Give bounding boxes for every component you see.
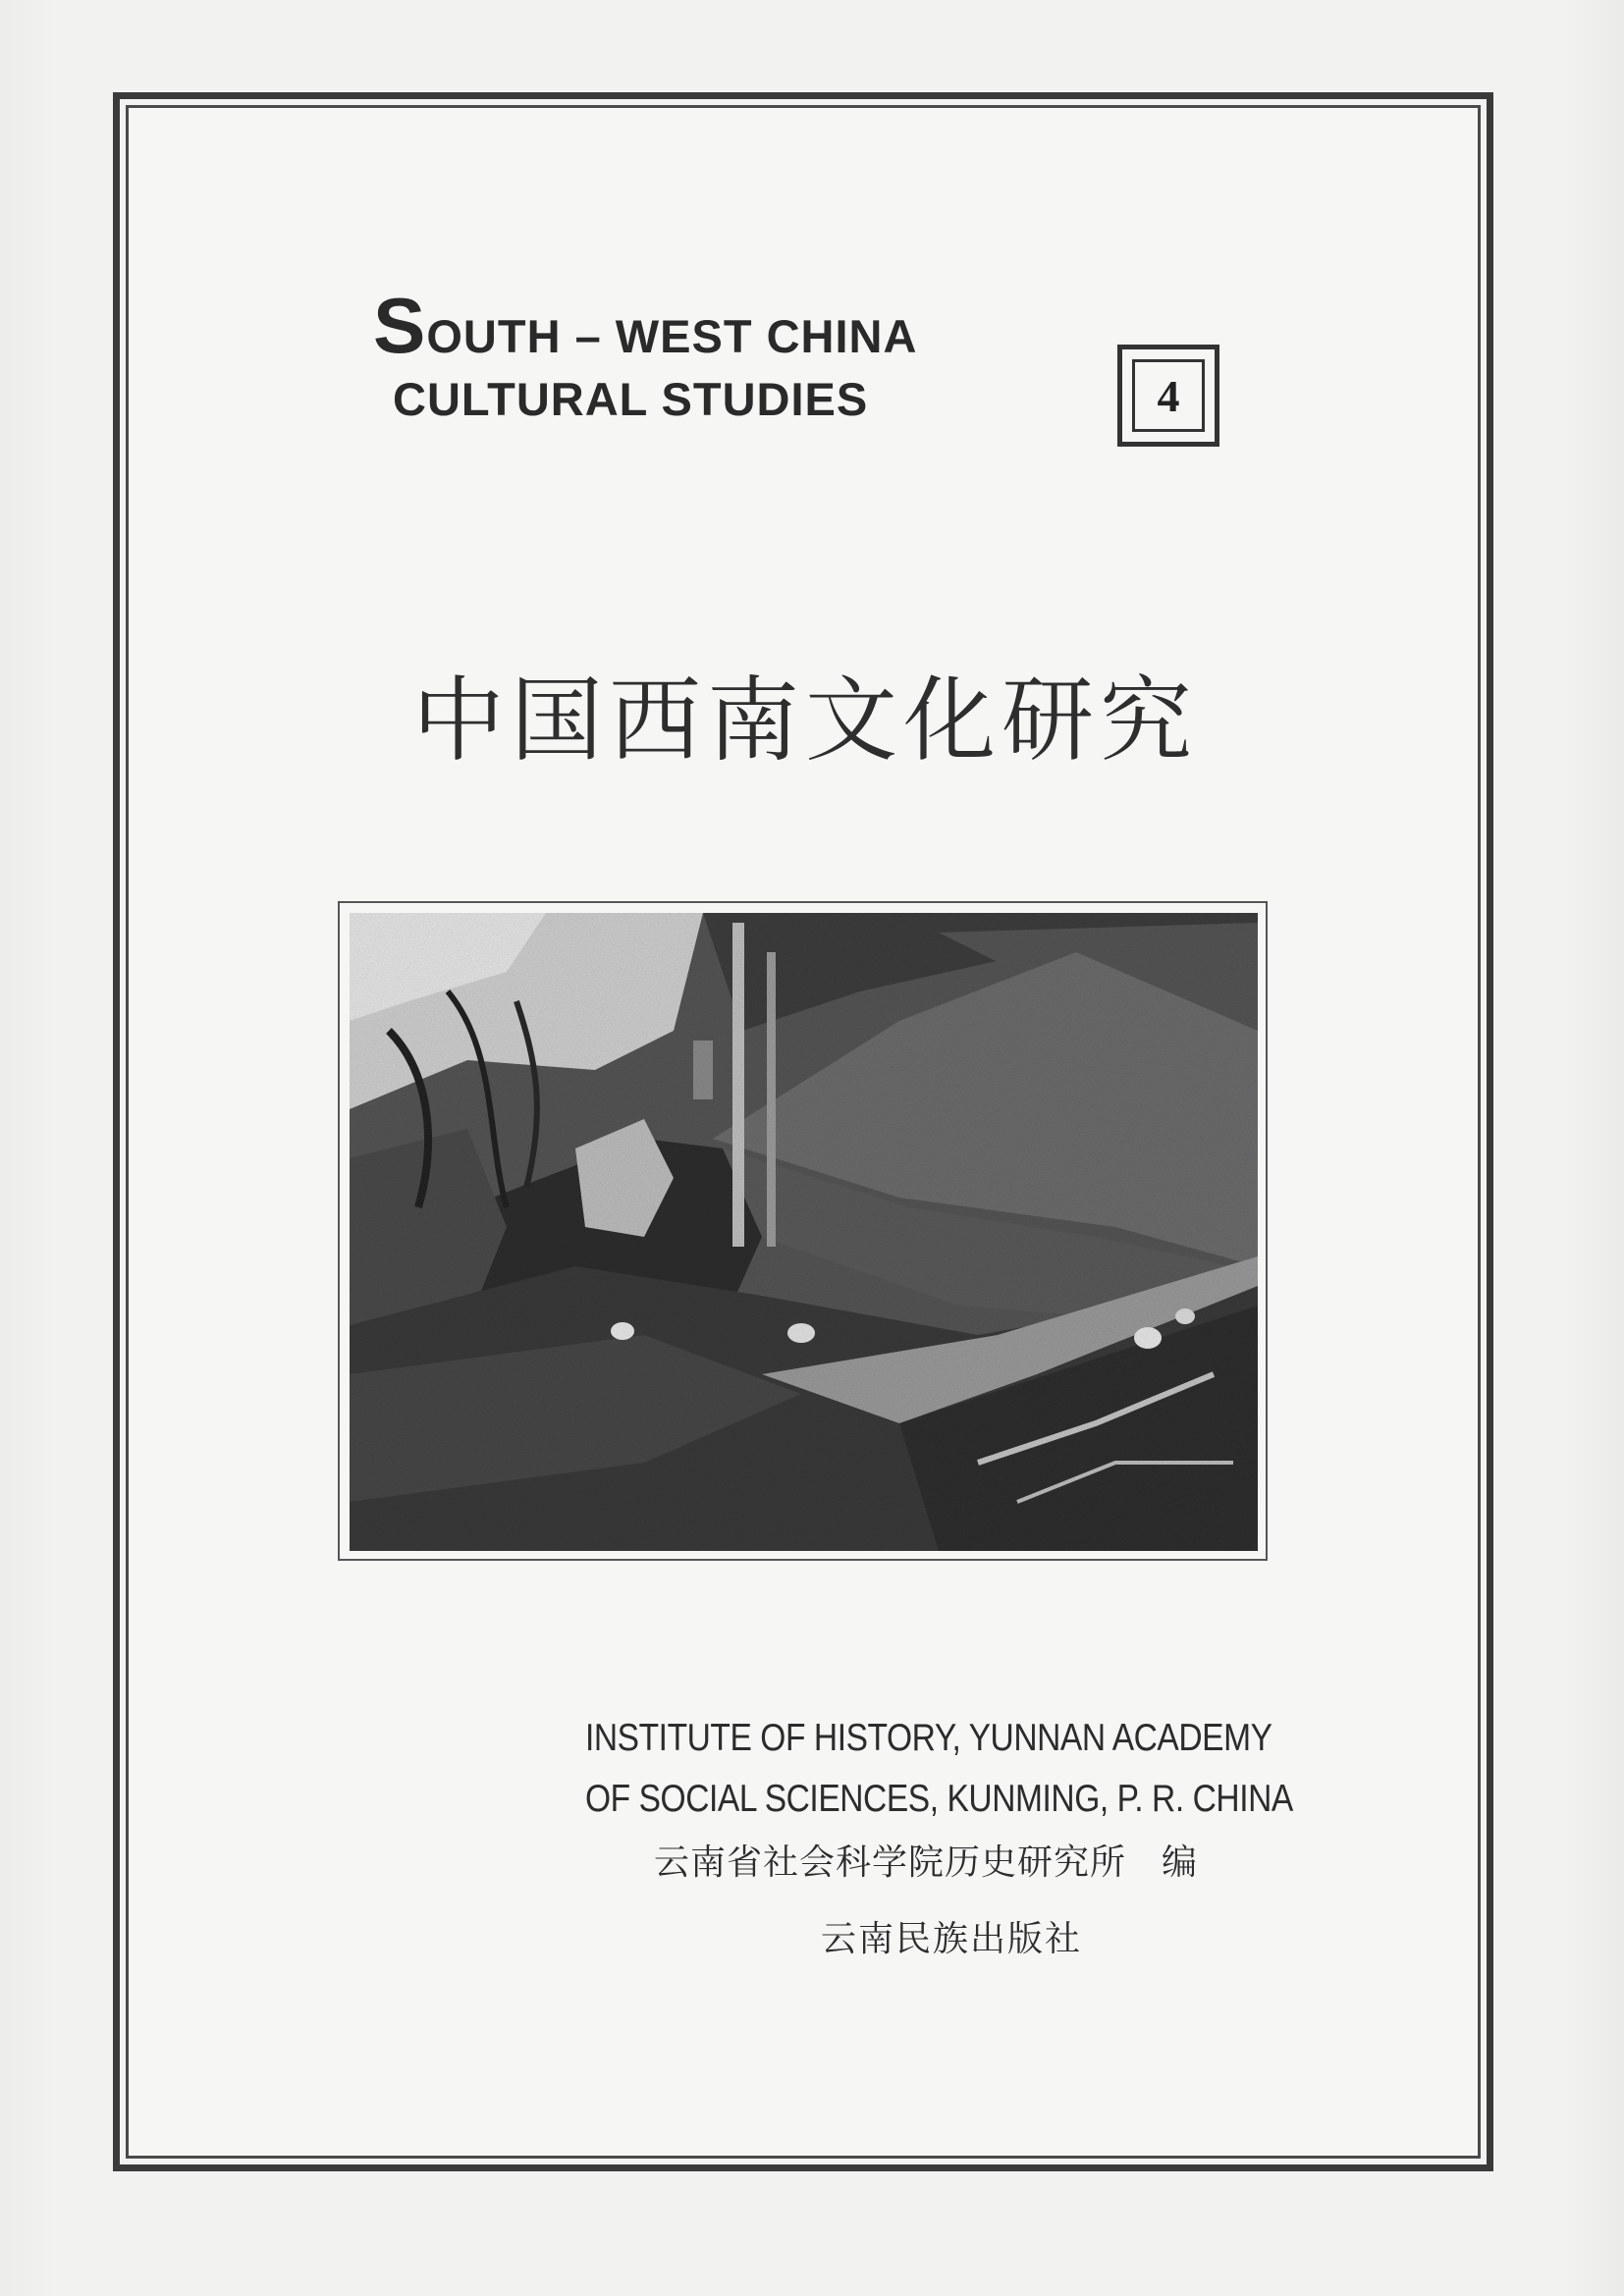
series-title-line2: CULTURAL STUDIES bbox=[393, 373, 869, 425]
institute-zh-line bbox=[654, 1840, 1394, 1887]
series-title-line1 bbox=[373, 282, 1021, 369]
editor-zh: 编 bbox=[1162, 1842, 1199, 1883]
institute-zh: 云南省社会科学院历史研究所 bbox=[654, 1842, 1127, 1883]
issue-number: 4 bbox=[1132, 359, 1205, 432]
publisher-zh: 云南民族出版社 bbox=[821, 1919, 1083, 1959]
institute-line2: OF SOCIAL SCIENCES, KUNMING, P. R. CHINA bbox=[585, 1778, 1293, 1820]
issue-number-box bbox=[1117, 345, 1219, 447]
cover-photo-image bbox=[350, 913, 1258, 1551]
series-title bbox=[373, 282, 1021, 431]
series-title-line1-text: OUTH – WEST CHINA bbox=[426, 310, 918, 362]
publisher-block bbox=[550, 1708, 1394, 1963]
cover-photo bbox=[350, 913, 1258, 1551]
chinese-title: 中国西南文化研究 bbox=[412, 667, 1199, 774]
institute-line1: INSTITUTE OF HISTORY, YUNNAN ACADEMY bbox=[585, 1717, 1272, 1759]
series-title-initial: S bbox=[373, 282, 427, 369]
